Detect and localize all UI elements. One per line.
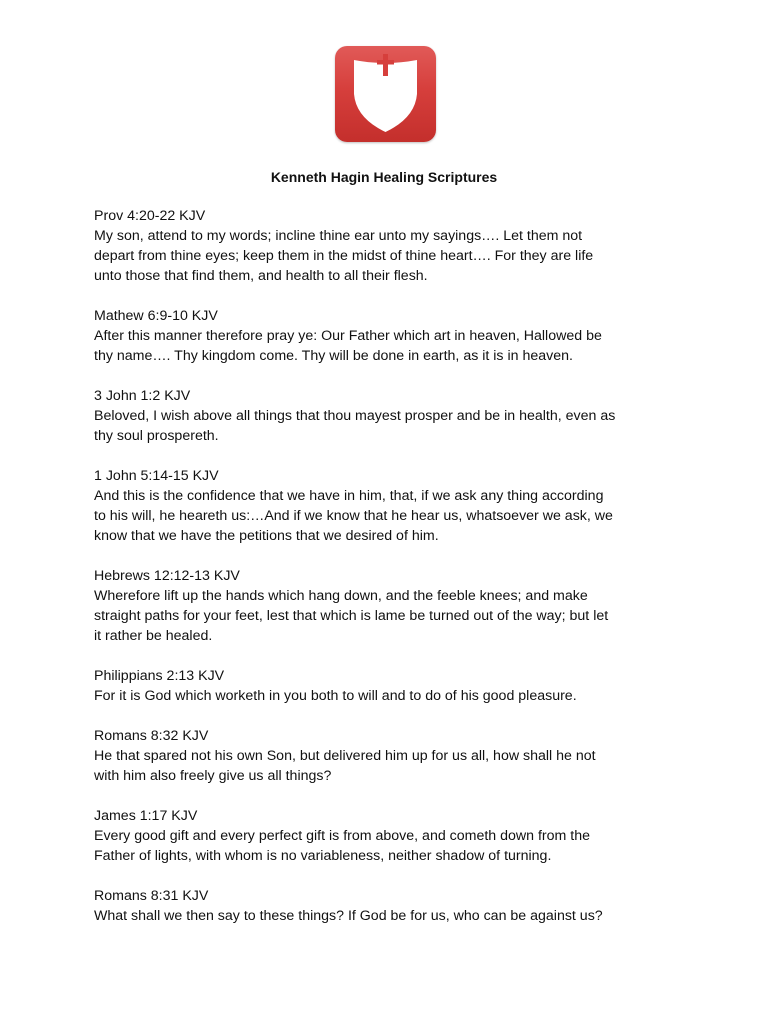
scripture-verse-line: know that we have the petitions that we desired of him.: [94, 528, 439, 544]
scripture-entry: [94, 206, 684, 286]
scripture-reference: Hebrews 12:12-13 KJV: [94, 568, 240, 584]
scripture-entry: [94, 666, 684, 706]
scripture-entry: [94, 886, 684, 926]
scripture-reference: 3 John 1:2 KJV: [94, 388, 191, 404]
scripture-reference: James 1:17 KJV: [94, 808, 198, 824]
scripture-reference: Prov 4:20-22 KJV: [94, 208, 206, 224]
scripture-verse-line: depart from thine eyes; keep them in the midst of thine heart…. For they are life: [94, 248, 594, 264]
scripture-entry: [94, 306, 684, 366]
scripture-verse-line: thy name…. Thy kingdom come. Thy will be done in earth, as it is in heaven.: [94, 348, 573, 364]
scripture-verse-line: straight paths for your feet, lest that which is lame be turned out of the way; but let: [94, 608, 609, 624]
scripture-entry: [94, 806, 684, 866]
scripture-reference: Philippians 2:13 KJV: [94, 668, 225, 684]
scripture-list: [94, 206, 684, 946]
scripture-verse-line: unto those that find them, and health to all their flesh.: [94, 268, 428, 284]
page-title: Kenneth Hagin Healing Scriptures: [270, 169, 498, 185]
scripture-entry: [94, 386, 684, 446]
scripture-verse-line: And this is the confidence that we have in him, that, if we ask any thing according: [94, 488, 604, 504]
scripture-verse-line: thy soul prospereth.: [94, 428, 219, 444]
scripture-verse-line: Father of lights, with whom is no variableness, neither shadow of turning.: [94, 848, 552, 864]
scripture-verse-line: Beloved, I wish above all things that thou mayest prosper and be in health, even as: [94, 408, 616, 424]
scripture-verse-line: My son, attend to my words; incline thine ear unto my sayings…. Let them not: [94, 228, 583, 244]
scripture-verse-line: to his will, he heareth us:…And if we know that he hear us, whatsoever we ask, we: [94, 508, 613, 524]
scripture-reference: Mathew 6:9-10 KJV: [94, 308, 218, 324]
scripture-verse-line: He that spared not his own Son, but delivered him up for us all, how shall he not: [94, 748, 596, 764]
scripture-verse-line: Wherefore lift up the hands which hang down, and the feeble knees; and make: [94, 588, 588, 604]
scripture-reference: 1 John 5:14-15 KJV: [94, 468, 219, 484]
scripture-verse-line: with him also freely give us all things?: [94, 768, 332, 784]
scripture-verse-line: it rather be healed.: [94, 628, 213, 644]
scripture-entry: [94, 566, 684, 646]
scripture-verse-line: Every good gift and every perfect gift is from above, and cometh down from the: [94, 828, 591, 844]
app-logo: [335, 46, 436, 142]
scripture-verse-line: What shall we then say to these things? If God be for us, who can be against us?: [94, 908, 603, 924]
scripture-entry: [94, 466, 684, 546]
shield-cross-icon: [335, 46, 436, 142]
scripture-reference: Romans 8:31 KJV: [94, 888, 209, 904]
scripture-verse-line: For it is God which worketh in you both to will and to do of his good pleasure.: [94, 688, 577, 704]
scripture-verse-line: After this manner therefore pray ye: Our Father which art in heaven, Hallowed be: [94, 328, 602, 344]
scripture-reference: Romans 8:32 KJV: [94, 728, 209, 744]
scripture-entry: [94, 726, 684, 786]
